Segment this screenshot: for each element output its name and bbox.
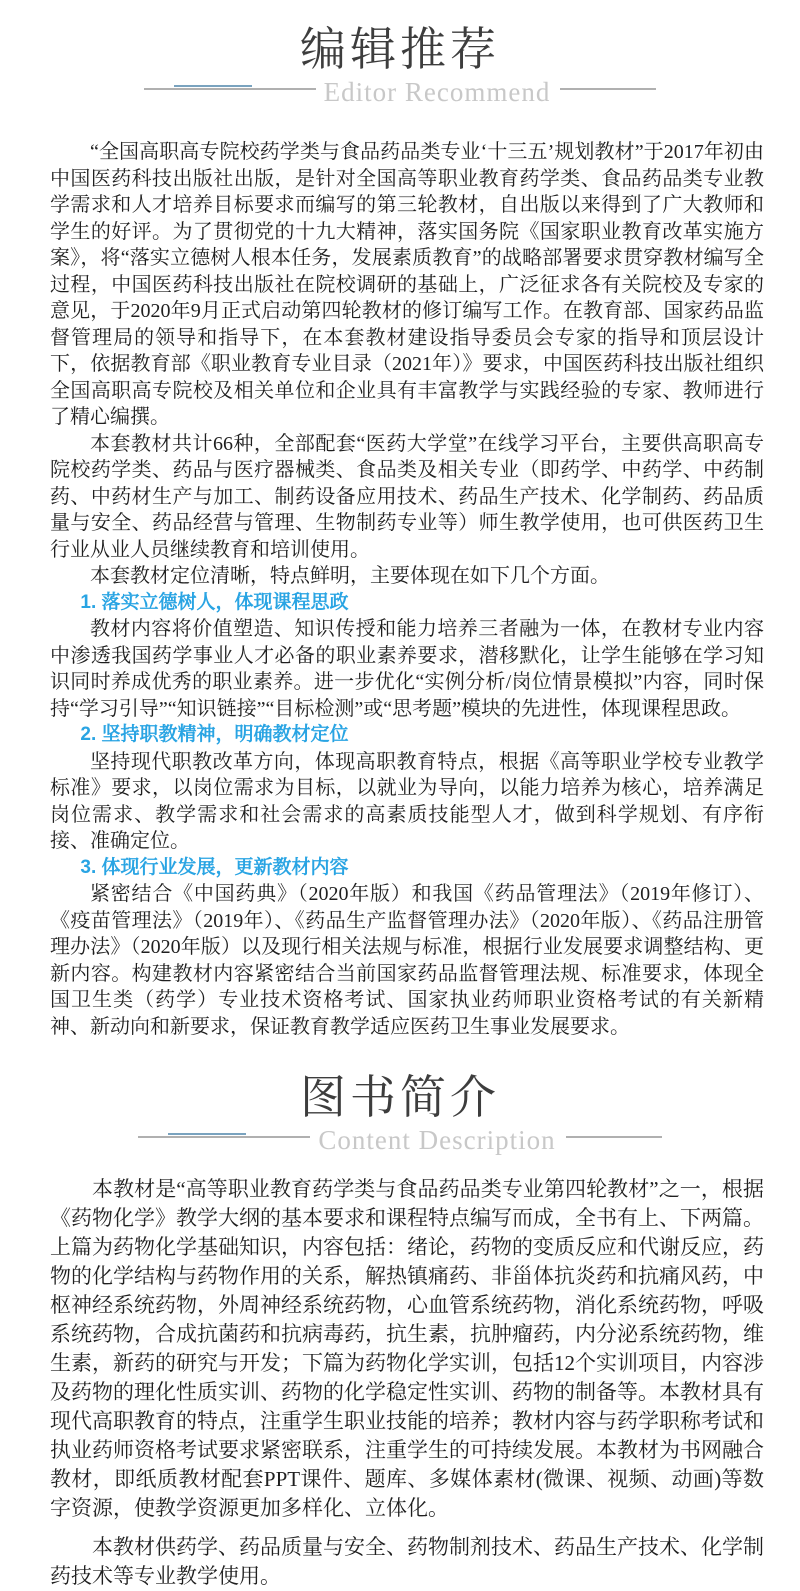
section-title: 图书简介 xyxy=(300,1071,500,1123)
paragraph: 本教材是“高等职业教育药学类与食品药品类专业第四轮教材”之一，根据《药物化学》教学大纲的基本要求和课程特点编写而成，全书有上、下两篇。上篇为药物化学基础知识，内容包括：绪论，药物的变质反应和代谢反应，药物的化学结构与药物作用的关系，解热镇痛药、非甾体抗炎药和抗痛风药，中枢神经系统药物，外周神经系统药物，心血管系统药物，消化系统药物，呼吸系统药物，合成抗菌药和抗病毒药，抗生素，抗肿瘤药，内分泌系统药物，维生素，新药的研究与开发；下篇为药物化学实训，包括12个实训项目，内容涉及药物的理化性质实训、药物的化学稳定性实训、药物的制备等。本教材具有现代高职教育的特点，注重学生职业技能的培养；教材内容与药学职称考试和执业药师资格考试要求紧密联系，注重学生的可持续发展。本教材为书网融合教材，即纸质教材配套PPT课件、题库、多媒体素材(微课、视频、动画)等数字资源，使教学资源更加多样化、立体化。 xyxy=(50,1177,764,1520)
divider-accent-segment xyxy=(174,85,252,87)
paragraph: 紧密结合《中国药典》（2020年版）和我国《药品管理法》（2019年修订）、《疫苗管理法》（2019年）、《药品生产监督管理办法》（2020年版）、《药品注册管理办法》（2020年版）以及现行相关法规与标准，根据行业发展要求调整结构、更新内容。构建教材内容紧密结合当前国家药品监督管理法规、标准要求，体现全国卫生类（药学）专业技术资格考试、国家执业药师职业资格考试的有关新精神、新动向和新要求，保证教育教学适应医药卫生事业发展要求。 xyxy=(50,883,764,1038)
header-divider xyxy=(0,1127,800,1161)
editor-recommend-header xyxy=(0,0,800,113)
divider-line-left xyxy=(138,1136,310,1138)
paragraph: 本套教材共计66种，全部配套“医药大学堂”在线学习平台，主要供高职高专院校药学类、药品与医疗器械类、食品类及相关专业（即药学、中药学、中药制药、中药材生产与加工、制药设备应用技术、药品生产技术、化学制药、药品质量与安全、药品经营与管理、生物制药专业等）师生教学使用，也可供医药卫生行业从业人员继续教育和培训使用。 xyxy=(50,432,764,561)
divider-line-right xyxy=(566,1136,662,1138)
section-title: 编辑推荐 xyxy=(300,23,500,75)
header-divider xyxy=(0,79,800,113)
section-subtitle-en: Editor Recommend xyxy=(323,77,551,107)
content-description-header xyxy=(0,1070,800,1161)
divider-line-right xyxy=(560,88,656,90)
editor-recommend-body xyxy=(50,139,764,1040)
section-subtitle-en: Content Description xyxy=(318,1125,556,1155)
paragraph: 教材内容将价值塑造、知识传授和能力培养三者融为一体，在教材专业内容中渗透我国药学事业人才必备的职业素养要求，潜移默化，让学生能够在学习知识同时养成优秀的职业素养。进一步优化“实例分析/岗位情景模拟”内容，同时保持“学习引导”“知识链接”“目标检测”或“思考题”模块的先进性，体现课程思政。 xyxy=(50,618,764,720)
paragraph: 坚持现代职教改革方向，体现高职教育特点，根据《高等职业学校专业教学标准》要求，以岗位需求为目标，以就业为导向，以能力培养为核心，培养满足岗位需求、教学需求和社会需求的高素质技能型人才，做到科学规划、有序衔接、准确定位。 xyxy=(50,750,764,852)
paragraph: 本套教材定位清晰，特点鲜明，主要体现在如下几个方面。 xyxy=(90,565,610,587)
content-description-body xyxy=(50,1175,764,1591)
feature-heading-1: 1. 落实立德树人，体现课程思政 xyxy=(80,591,349,613)
feature-heading-3: 3. 体现行业发展，更新教材内容 xyxy=(80,856,349,878)
feature-heading-2: 2. 坚持职教精神，明确教材定位 xyxy=(80,724,349,745)
paragraph: 本教材供药学、药品质量与安全、药物制剂技术、药品生产技术、化学制药技术等专业教学使用。 xyxy=(50,1535,764,1588)
divider-line-left xyxy=(144,88,316,90)
divider-accent-segment xyxy=(168,1133,246,1135)
paragraph: “全国高职高专院校药学类与食品药品类专业‘十三五’规划教材”于2017年初由中国医药科技出版社出版，是针对全国高等职业教育药学类、食品药品类专业教学需求和人才培养目标要求而编写的第三轮教材，自出版以来得到了广大教师和学生的好评。为了贯彻党的十九大精神，落实国务院《国家职业教育改革实施方案》，将“落实立德树人根本任务，发展素质教育”的战略部署要求贯穿教材编写全过程，中国医药科技出版社在院校调研的基础上，广泛征求各有关院校及专家的意见，于2020年9月正式启动第四轮教材的修订编写工作。在教育部、国家药品监督管理局的领导和指导下，在本套教材建设指导委员会专家的指导和顶层设计下，依据教育部《职业教育专业目录（2021年）》要求，中国医药科技出版社组织全国高职高专院校及相关单位和企业具有丰富教学与实践经验的专家、教师进行了精心编撰。 xyxy=(50,141,764,428)
